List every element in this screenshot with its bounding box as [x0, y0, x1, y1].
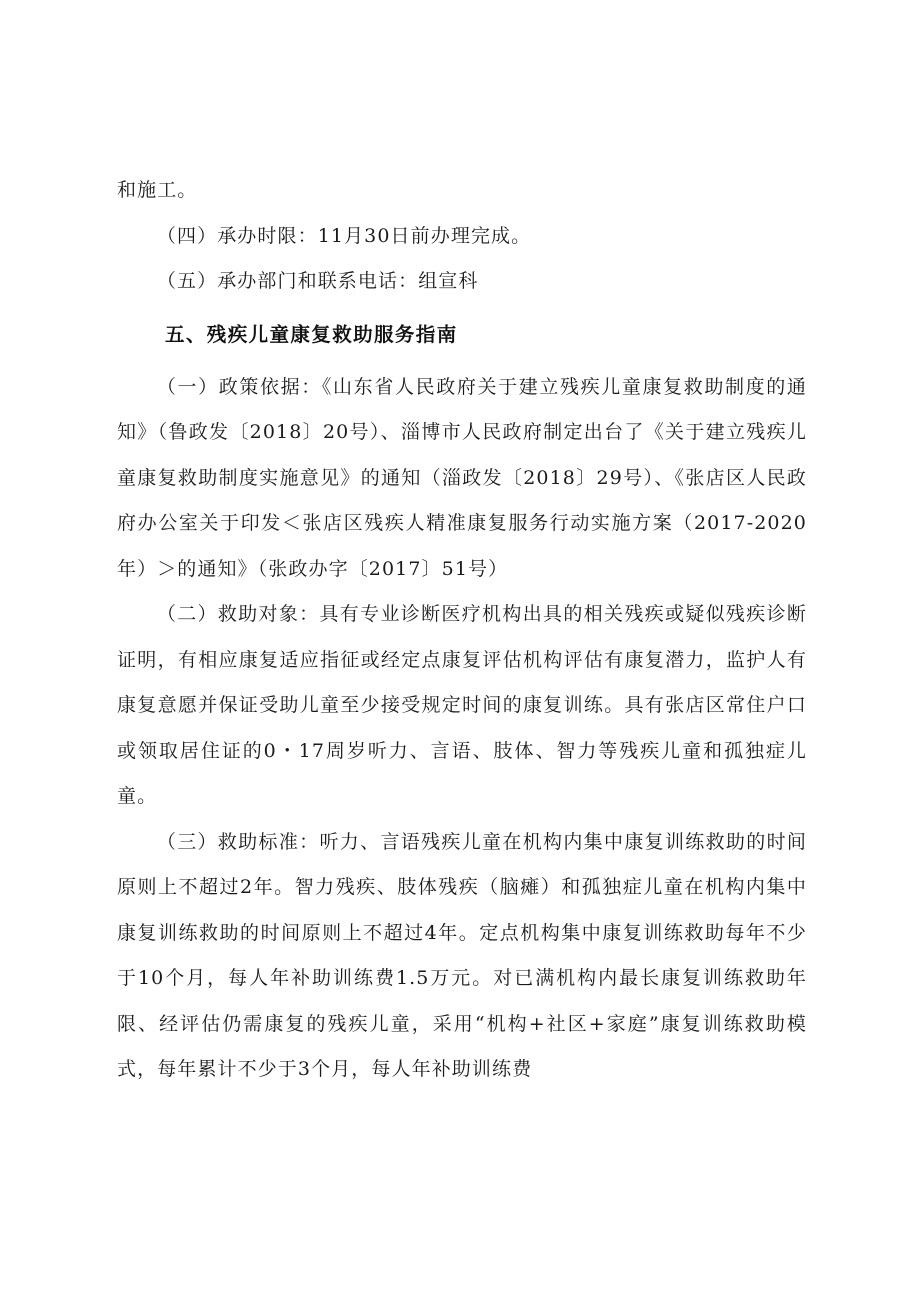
paragraph-standards: （三）救助标准：听力、言语残疾儿童在机构内集中康复训练救助的时间原则上不超过2年。智力残疾、肢体残疾（脑瘫）和孤独症儿童在机构内集中康复训练救助的时间原则上不超过4年。定点机构集中康复训练救助每年不少于10个月，每人年补助训练费1.5万元。对已满机构内最长康复训练救助年限、经评估仍需康复的残疾儿童，采用“机构+社区+家庭”康复训练救助模式，每年累计不少于3个月，每人年补助训练费: [117, 830, 807, 1080]
paragraph-department: （五）承办部门和联系电话：组宣科: [156, 270, 479, 292]
section-heading: 五、残疾儿童康复救助服务指南: [165, 322, 458, 346]
paragraph-deadline: （四）承办时限：11月30日前办理完成。: [156, 224, 532, 247]
paragraph-continuation: 和施工。: [117, 179, 198, 201]
paragraph-eligibility: （二）救助对象：具有专业诊断医疗机构出具的相关残疾或疑似残疾诊断证明，有相应康复适应指征或经定点康复评估机构评估有康复潜力，监护人有康复意愿并保证受助儿童至少接受规定时间的康复训练。具有张店区常住户口或领取居住证的0・17周岁听力、言语、肢体、智力等残疾儿童和孤独症儿童。: [117, 603, 807, 807]
document-body: [117, 168, 807, 1093]
paragraph-policy-basis: （一）政策依据：《山东省人民政府关于建立残疾儿童康复救助制度的通知》（鲁政发〔2018〕20号）、淄博市人民政府制定出台了《关于建立残疾儿童康复救助制度实施意见》的通知（淄政发〔2018〕29号）、《张店区人民政府办公室关于印发＜张店区残疾人精准康复服务行动实施方案（2017-2020年）＞的通知》（张政办字〔2017〕51号）: [117, 375, 807, 580]
